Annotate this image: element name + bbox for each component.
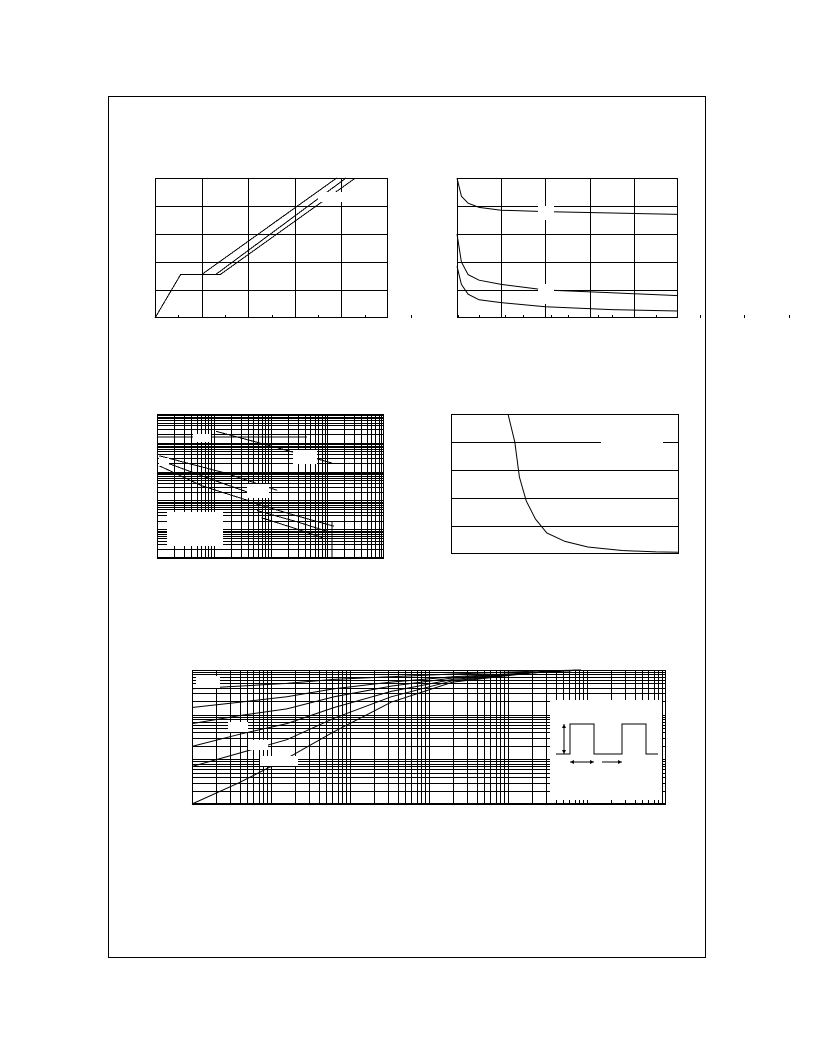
label-gap [260, 756, 298, 766]
chart-5 [192, 670, 666, 804]
series-line-3 [192, 670, 581, 746]
plot-frame [458, 179, 678, 318]
label-gap [193, 434, 211, 442]
chart-4 [451, 414, 679, 554]
label-gap [293, 450, 317, 464]
legend-box [601, 422, 663, 458]
label-gap [159, 458, 169, 466]
series-line-2 [192, 670, 581, 767]
series-line-3 [457, 266, 678, 311]
label-gap [538, 284, 554, 304]
chart-2 [457, 178, 678, 318]
series-line-2 [457, 234, 678, 296]
label-gap [228, 722, 248, 732]
label-gap [318, 192, 348, 202]
inset-box [550, 700, 662, 800]
label-gap [196, 676, 220, 688]
series-line-4 [159, 460, 254, 495]
label-gap [538, 206, 554, 220]
legend-box [167, 512, 223, 546]
series-line-1 [155, 178, 337, 318]
series-line-1 [192, 670, 581, 804]
series-line-6 [255, 503, 335, 526]
series-line-5 [159, 466, 248, 501]
plot-frame [156, 179, 388, 318]
chart-1 [155, 178, 388, 318]
chart-3 [157, 414, 384, 558]
label-gap [248, 740, 268, 750]
label-gap [247, 484, 269, 498]
series-line-1 [457, 178, 678, 214]
series-line-2 [155, 178, 346, 318]
